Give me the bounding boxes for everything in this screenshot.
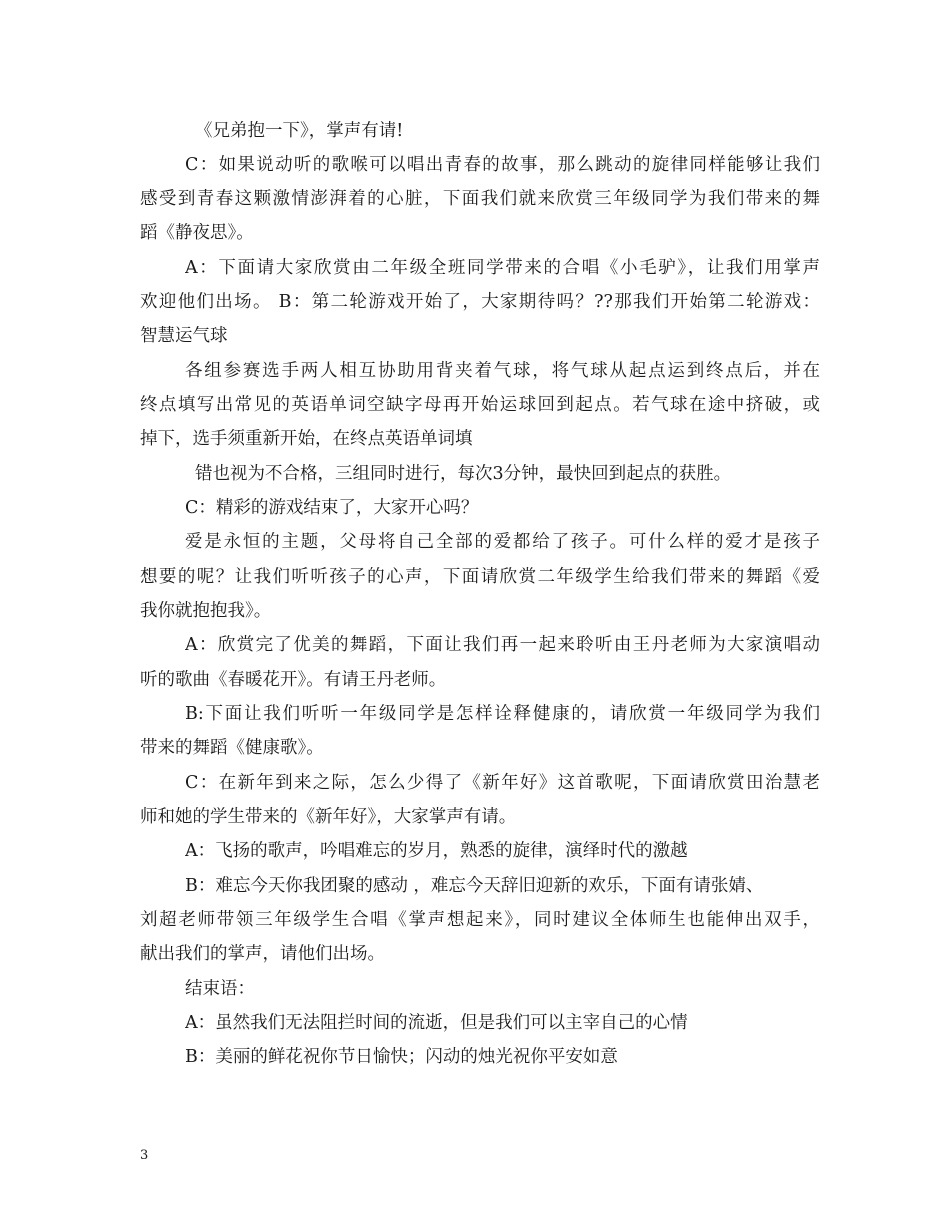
- text-line: 感受到青春这颗激情澎湃着的心脏，下面我们就来欣赏三年级同学为我们带来的舞: [140, 189, 820, 209]
- text-line: 错也视为不合格，三组同时进行，每次3分钟，最快回到起点的获胜。: [195, 464, 732, 484]
- text-line: 《兄弟抱一下》，掌声有请!: [195, 121, 404, 141]
- text-line: 爱是永恒的主题，父母将自己全部的爱都给了孩子。可什么样的爱才是孩子: [185, 532, 820, 552]
- text-line: 带来的舞蹈《健康歌》。: [140, 738, 324, 758]
- text-line: 终点填写出常见的英语单词空缺字母再开始运球回到起点。若气球在途中挤破，或: [140, 395, 820, 415]
- text-line: B：美丽的鲜花祝你节日愉快；闪动的烛光祝你平安如意: [185, 1047, 618, 1067]
- text-line: 听的歌曲《春暖花开》。有请王丹老师。: [140, 670, 447, 690]
- text-line: 献出我们的掌声，请他们出场。: [140, 944, 385, 964]
- text-line: C：如果说动听的歌喉可以唱出青春的故事，那么跳动的旋律同样能够让我们: [185, 155, 820, 175]
- text-line: A：虽然我们无法阻拦时间的流逝，但是我们可以主宰自己的心情: [185, 1013, 688, 1033]
- text-line: B：难忘今天你我团聚的感动 ，难忘今天辞旧迎新的欢乐，下面有请张婧、: [185, 876, 764, 896]
- page-number: 3: [140, 1148, 149, 1163]
- text-line: B:下面让我们听听一年级同学是怎样诠释健康的，请欣赏一年级同学为我们: [185, 704, 820, 724]
- text-line: C：精彩的游戏结束了，大家开心吗？: [185, 498, 479, 518]
- text-line: 结束语：: [185, 979, 255, 999]
- text-line: A：下面请大家欣赏由二年级全班同学带来的合唱《小毛驴》，让我们用掌声: [185, 258, 820, 278]
- text-line: 掉下，选手须重新开始，在终点英语单词填: [140, 429, 473, 449]
- text-line: 想要的呢？让我们听听孩子的心声，下面请欣赏二年级学生给我们带来的舞蹈《爱: [140, 567, 820, 587]
- text-line: 智慧运气球: [140, 326, 228, 346]
- text-line: 刘超老师带领三年级学生合唱《掌声想起来》，同时建议全体师生也能伸出双手，: [140, 910, 820, 930]
- text-line: 各组参赛选手两人相互协助用背夹着气球，将气球从起点运到终点后，并在: [185, 361, 820, 381]
- text-line: A：飞扬的歌声，吟唱难忘的岁月，熟悉的旋律，演绎时代的激越: [185, 841, 688, 861]
- text-line: 师和她的学生带来的《新年好》，大家掌声有请。: [140, 807, 517, 827]
- text-line: A：欣赏完了优美的舞蹈，下面让我们再一起来聆听由王丹老师为大家演唱动: [185, 635, 820, 655]
- text-line: 蹈《静夜思》。: [140, 223, 254, 243]
- text-line: C：在新年到来之际，怎么少得了《新年好》这首歌呢，下面请欣赏田治慧老: [185, 773, 820, 793]
- text-line: 欢迎他们出场。 B：第二轮游戏开始了，大家期待吗？??那我们开始第二轮游戏：: [140, 292, 820, 312]
- text-line: 我你就抱抱我》。: [140, 601, 272, 621]
